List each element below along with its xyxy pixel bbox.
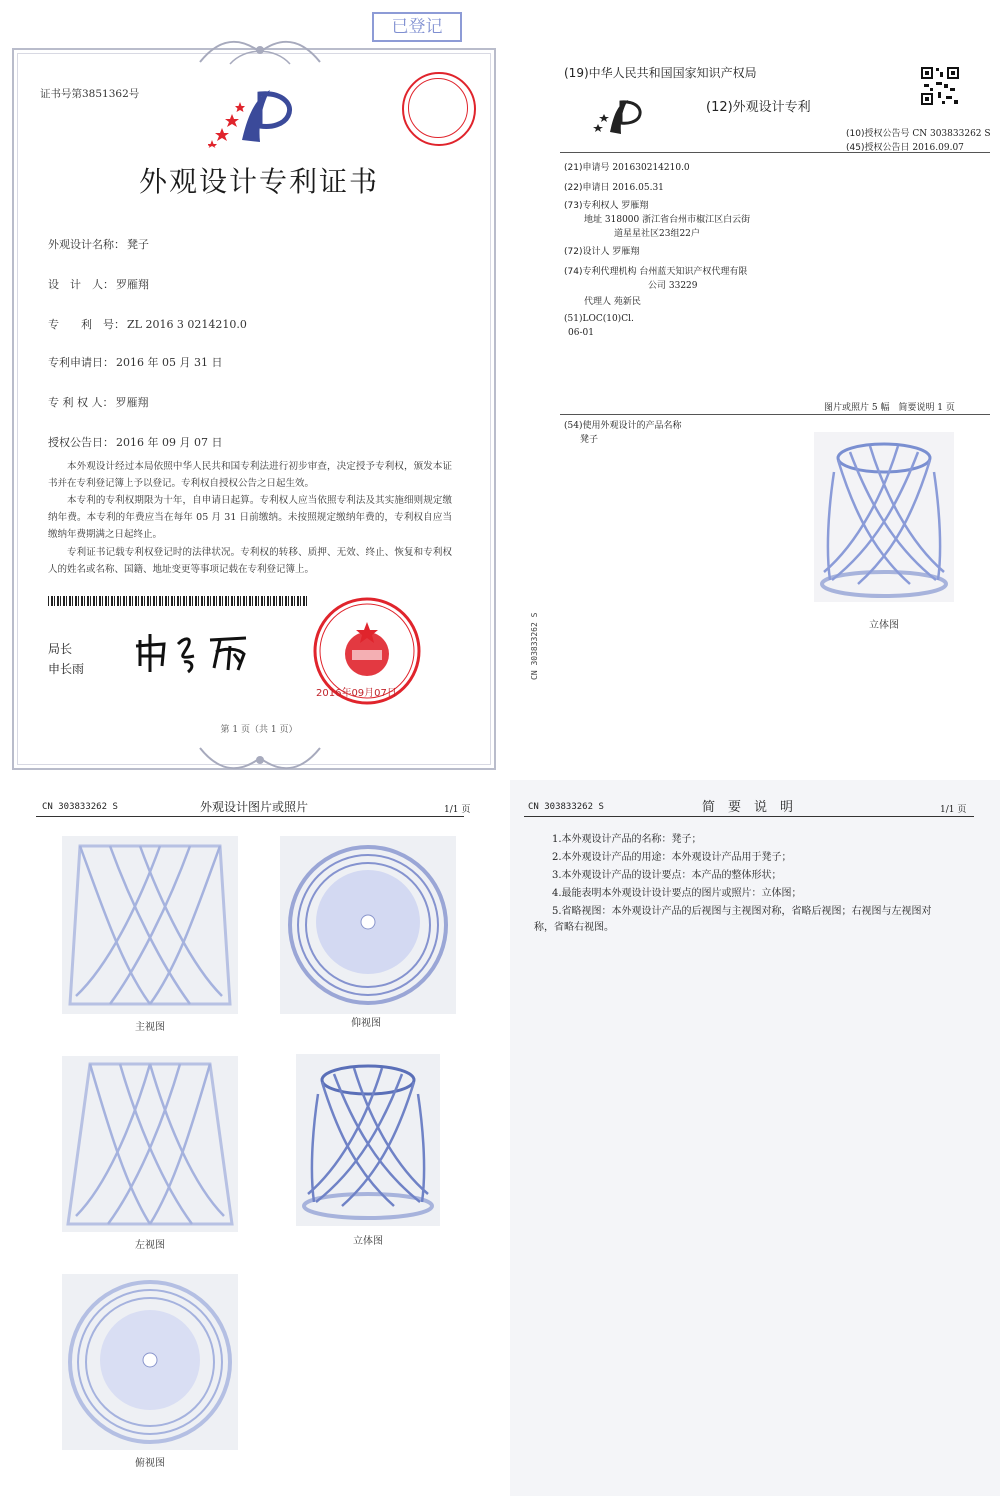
field-grant-date: 授权公告日： 2016 年 09 月 07 日 xyxy=(48,436,223,449)
caption-left-view: 左视图 xyxy=(135,1240,165,1251)
top-view-drawing xyxy=(62,1274,238,1450)
stool-perspective-drawing xyxy=(814,432,954,602)
bottom-up-view-drawing xyxy=(280,836,456,1014)
registered-stamp: 已登记 xyxy=(372,12,462,42)
patent-certificate xyxy=(0,0,518,780)
cnipa-logo-icon xyxy=(208,84,298,148)
header-divider xyxy=(560,152,990,153)
entry-address-cont: 道星星社区23组22户 xyxy=(614,229,700,239)
entry-address: 地址 318000 浙江省台州市椒江区白云街 xyxy=(584,215,751,225)
director-signature xyxy=(134,626,264,676)
entry-agency-cont: 公司 33229 xyxy=(648,281,698,291)
drawings-header-page: 1/1 页 xyxy=(444,805,471,815)
biblio-figure-caption: 立体图 xyxy=(869,620,899,631)
figure-divider xyxy=(560,414,990,415)
director-title: 局长 xyxy=(48,642,73,656)
summary-line-1: 1.本外观设计产品的名称：凳子； xyxy=(552,834,702,845)
summary-line-4: 4.最能表明本外观设计设计要点的图片或照片：立体图； xyxy=(552,888,802,899)
summary-line-3: 3.本外观设计产品的设计要点：本产品的整体形状； xyxy=(552,870,782,881)
certificate-number: 证书号第3851362号 xyxy=(40,88,140,100)
ornament-bottom xyxy=(190,738,330,778)
product-name-label: (54)使用外观设计的产品名称 xyxy=(564,421,682,431)
field-designer: 设 计 人： 罗雁翔 xyxy=(48,278,149,291)
summary-header-divider xyxy=(524,816,974,817)
perspective-view-drawing xyxy=(296,1054,440,1226)
bibliographic-page xyxy=(528,40,1000,780)
certificate-paragraph-1: 本外观设计经过本局依照中华人民共和国专利法进行初步审查，决定授予专利权，颁发本证书并在专利登记簿上予以登记。专利权自授权公告之日起生效。 xyxy=(48,461,452,489)
entry-application-number: (21)申请号 201630214210.0 xyxy=(564,163,690,173)
summary-header-title: 简 要 说 明 xyxy=(702,800,794,815)
qr-code-icon xyxy=(920,66,960,106)
entry-loc-class-value: 06-01 xyxy=(568,328,594,338)
field-design-name: 外观设计名称： 凳子 xyxy=(48,238,149,251)
certificate-paragraph-2: 本专利的专利权期限为十年，自申请日起算。专利权人应当依照专利法及其实施细则规定缴纳年费。本专利的年费应当在每年 05 月 31 日前缴纳。未按照规定缴纳年费的，专利权自应当缴纳年费期满之日起终止。 xyxy=(48,495,452,540)
field-patent-number: 专 利 号： ZL 2016 3 0214210.0 xyxy=(48,318,247,331)
side-publication-number: CN 303833262 S xyxy=(530,612,539,680)
office-name: (19)中华人民共和国国家知识产权局 xyxy=(564,66,757,80)
summary-line-6: 称，省略右视图。 xyxy=(534,922,614,933)
seal-date: 2016年09月07日 xyxy=(316,688,397,699)
figure-count: 图片或照片 5 幅 简要说明 1 页 xyxy=(824,403,955,413)
front-view-drawing xyxy=(62,836,238,1014)
entry-agent: 代理人 苑新民 xyxy=(584,297,641,307)
drawings-header-divider xyxy=(36,816,464,817)
caption-top-view: 俯视图 xyxy=(135,1458,165,1469)
entry-agency: (74)专利代理机构 台州蓝天知识产权代理有限 xyxy=(564,267,748,277)
entry-loc-class: (51)LOC(10)Cl. xyxy=(564,314,634,324)
publication-date: (45)授权公告日 2016.09.07 xyxy=(846,143,964,153)
caption-bottom-up-view: 仰视图 xyxy=(351,1018,381,1029)
caption-front-view: 主视图 xyxy=(135,1022,165,1033)
drawings-header-number: CN 303833262 S xyxy=(42,802,118,812)
product-name: 凳子 xyxy=(580,435,599,445)
field-application-date: 专利申请日： 2016 年 05 月 31 日 xyxy=(48,356,223,369)
summary-line-5: 5.省略视图：本外观设计产品的后视图与主视图对称，省略后视图；右视图与左视图对 xyxy=(552,906,932,917)
publication-number: (10)授权公告号 CN 303833262 S xyxy=(846,129,991,139)
director-name: 申长雨 xyxy=(48,662,85,676)
summary-header-number: CN 303833262 S xyxy=(528,802,604,812)
small-red-seal xyxy=(402,72,476,146)
summary-line-2: 2.本外观设计产品的用途：本外观设计产品用于凳子； xyxy=(552,852,792,863)
field-patentee: 专 利 权 人： 罗雁翔 xyxy=(48,396,149,409)
entry-patentee: (73)专利权人 罗雁翔 xyxy=(564,201,649,211)
drawings-header-title: 外观设计图片或照片 xyxy=(200,800,309,814)
certificate-barcode xyxy=(48,596,308,606)
summary-header-page: 1/1 页 xyxy=(940,805,967,815)
caption-perspective-view: 立体图 xyxy=(353,1236,383,1247)
entry-application-date: (22)申请日 2016.05.31 xyxy=(564,183,664,193)
document-type: (12)外观设计专利 xyxy=(706,100,811,115)
certificate-title: 外观设计专利证书 xyxy=(138,165,379,198)
cnipa-small-logo-icon xyxy=(588,96,644,136)
certificate-page-footer: 第 1 页（共 1 页） xyxy=(220,725,298,735)
certificate-paragraph-3: 专利证书记载专利权登记时的法律状况。专利权的转移、质押、无效、终止、恢复和专利权人的姓名或名称、国籍、地址变更等事项记载在专利登记簿上。 xyxy=(48,547,452,575)
ornament-top xyxy=(190,32,330,72)
entry-designer: (72)设计人 罗雁翔 xyxy=(564,247,640,257)
left-view-drawing xyxy=(62,1056,238,1232)
